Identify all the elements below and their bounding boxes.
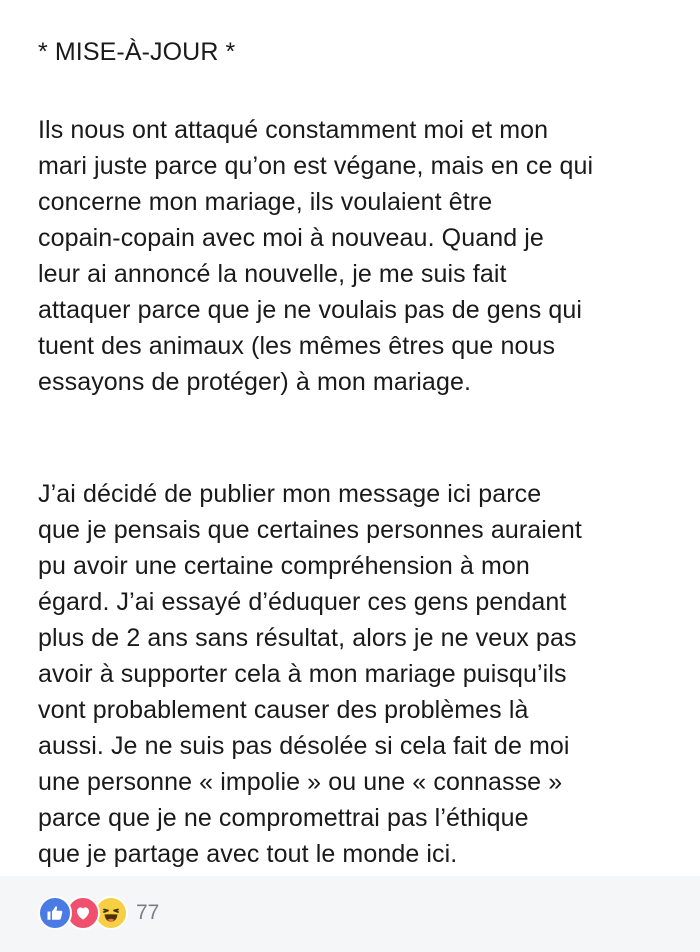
reaction-count[interactable]: 77 bbox=[136, 901, 160, 924]
reactions-summary[interactable] bbox=[38, 896, 159, 930]
post-paragraph-1: Ils nous ont attaqué constamment moi et mon mari juste parce qu’on est végane, mais en ce qui concerne mon mariage, ils voulaient être copain-copain avec moi à nouveau. Quand je leur ai annoncé la nouvelle, je me suis fait attaquer parce que je ne voulais pas de gens qui tuent des animaux (les mêmes êtres que nous essayons de protéger) à mon mariage. bbox=[38, 116, 594, 396]
reaction-bar bbox=[0, 876, 700, 952]
post-paragraph-2: J’ai décidé de publier mon message ici parce que je pensais que certaines personnes auraient pu avoir une certaine compréhension à mon égard. J’ai essayé d’éduquer ces gens pendant plus de 2 ans sans résultat, alors je ne veux pas avoir à supporter cela à mon mariage puisqu’ils vont probablement causer des problèmes là aussi. Je ne suis pas désolée si cela fait de moi une personne « impolie » ou une « connasse » parce que je ne compromettrai pas l’éthique que je partage avec tout le monde ici. bbox=[38, 480, 582, 868]
post-heading: * MISE-À-JOUR * bbox=[38, 38, 236, 66]
post-body bbox=[38, 34, 678, 872]
like-icon bbox=[38, 896, 72, 930]
